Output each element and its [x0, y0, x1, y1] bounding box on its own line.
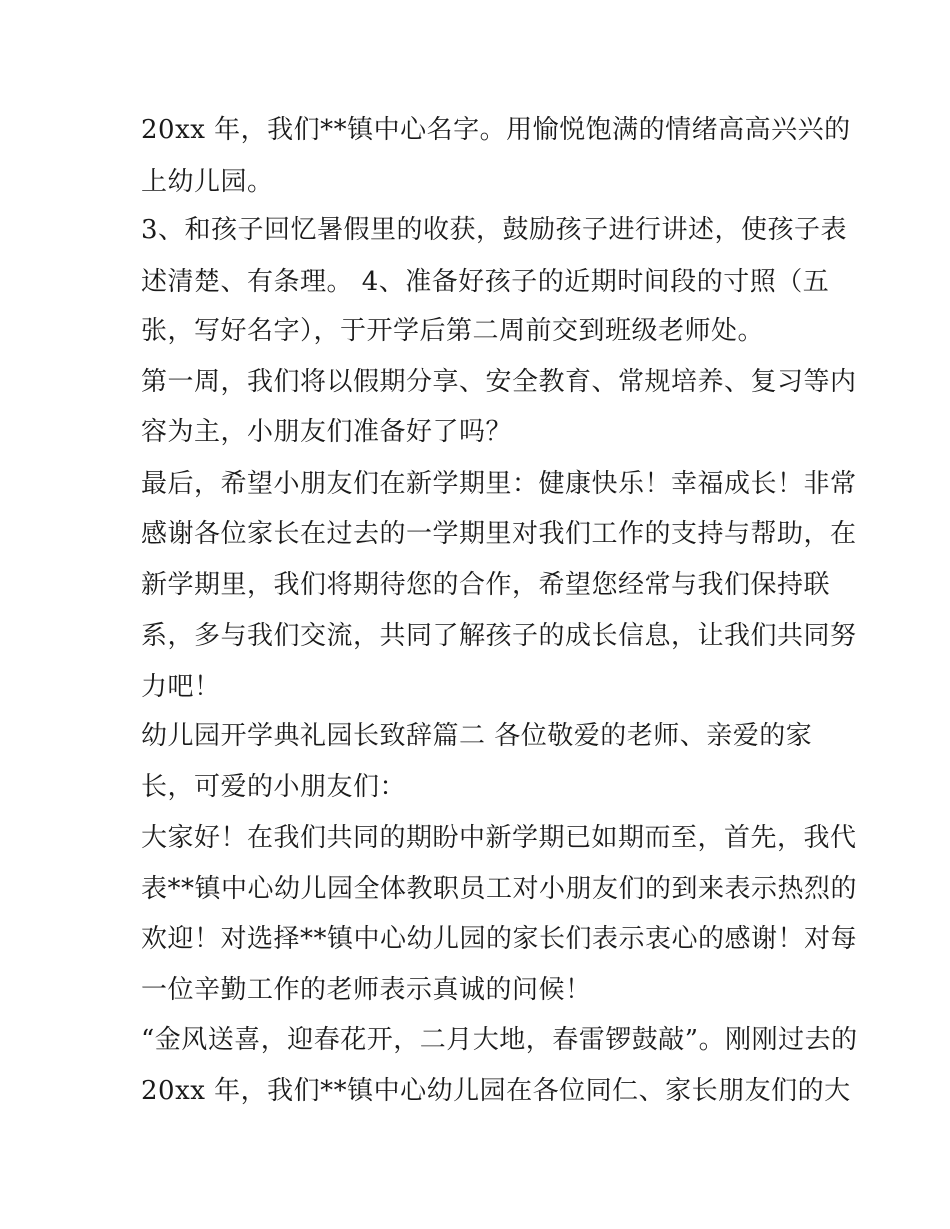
text-line: 述清楚、有条理。 4、准备好孩子的近期时间段的寸照（五: [141, 267, 830, 297]
text-line: 容为主，小朋友们准备好了吗？: [141, 417, 513, 447]
text-line: 新学期里，我们将期待您的合作，希望您经常与我们保持联: [141, 570, 831, 600]
text-line: 力吧！: [141, 672, 221, 702]
text-line: 上幼儿园。: [141, 167, 274, 197]
text-line: 3、和孩子回忆暑假里的收获，鼓励孩子进行讲述，使孩子表: [141, 215, 848, 245]
text-line: 系，多与我们交流，共同了解孩子的成长信息，让我们共同努: [141, 621, 857, 651]
text-line: 长，可爱的小朋友们：: [141, 772, 407, 802]
text-line: “金风送喜，迎春花开，二月大地，春雷锣鼓敲”。刚刚过去的: [141, 1025, 858, 1055]
text-line: 表**镇中心幼儿园全体教职员工对小朋友们的到来表示热烈的: [141, 874, 858, 904]
text-line: 大家好！在我们共同的期盼中新学期已如期而至，首先，我代: [141, 823, 857, 853]
text-line: 感谢各位家长在过去的一学期里对我们工作的支持与帮助，在: [141, 519, 857, 549]
text-line: 欢迎！对选择**镇中心幼儿园的家长们表示衷心的感谢！对每: [141, 924, 858, 954]
text-line: 最后，希望小朋友们在新学期里：健康快乐！幸福成长！非常: [141, 469, 857, 499]
text-line: 20xx 年，我们**镇中心幼儿园在各位同仁、家长朋友们的大: [141, 1076, 851, 1106]
text-line: 20xx 年，我们**镇中心名字。用愉悦饱满的情绪高高兴兴的: [141, 115, 851, 145]
text-line: 张，写好名字），于开学后第二周前交到班级老师处。: [141, 316, 765, 346]
text-line: 第一周，我们将以假期分享、安全教育、常规培养、复习等内: [141, 367, 857, 397]
text-line: 一位辛勤工作的老师表示真诚的问候！: [141, 975, 592, 1005]
text-line: 幼儿园开学典礼园长致辞篇二 各位敬爱的老师、亲爱的家: [141, 721, 813, 751]
